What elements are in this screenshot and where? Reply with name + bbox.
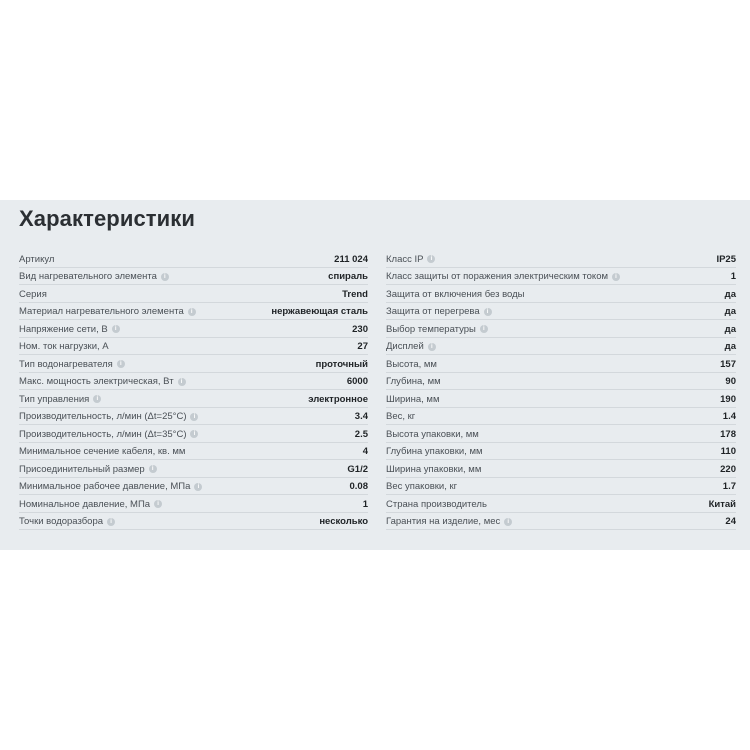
spec-value: электронное	[308, 393, 368, 405]
info-icon[interactable]: i	[117, 360, 125, 368]
spec-label-text: Класс IP	[386, 253, 424, 265]
spec-value: 110	[720, 446, 736, 457]
spec-value: Китай	[708, 498, 736, 510]
info-icon[interactable]: i	[194, 483, 202, 491]
spec-label-text: Защита от включения без воды	[386, 288, 525, 300]
spec-label-text: Высота, мм	[386, 358, 437, 370]
spec-row	[19, 355, 368, 373]
spec-label	[19, 429, 198, 440]
spec-label	[19, 376, 186, 387]
spec-label	[19, 516, 115, 527]
info-icon[interactable]: i	[107, 518, 115, 526]
spec-row	[19, 303, 368, 321]
info-icon[interactable]: i	[93, 395, 101, 403]
spec-label-text: Напряжение сети, В	[19, 323, 108, 335]
spec-label	[19, 446, 185, 457]
spec-value: 0.08	[349, 481, 368, 492]
spec-row	[386, 425, 736, 443]
spec-label	[19, 499, 162, 510]
spec-value: Trend	[342, 288, 368, 300]
spec-row	[386, 373, 736, 391]
spec-label-text: Вес упаковки, кг	[386, 481, 458, 492]
spec-row	[19, 425, 368, 443]
spec-label-text: Присоединительный размер	[19, 463, 145, 475]
spec-value: 1.4	[722, 411, 736, 422]
spec-label-text: Макс. мощность электрическая, Вт	[19, 376, 174, 387]
spec-row	[386, 250, 736, 268]
info-icon[interactable]: i	[484, 308, 492, 316]
spec-value: 1.7	[722, 481, 736, 492]
spec-row	[19, 513, 368, 531]
spec-label-text: Тип управления	[19, 393, 90, 405]
spec-label	[19, 481, 202, 492]
info-icon[interactable]: i	[427, 255, 435, 263]
spec-label-text: Точки водоразбора	[19, 516, 104, 527]
spec-label	[386, 341, 436, 352]
spec-row	[386, 495, 736, 513]
spec-label-text: Выбор температуры	[386, 323, 476, 335]
spec-label	[19, 254, 54, 265]
spec-value: 6000	[346, 376, 368, 387]
spec-label-text: Тип водонагревателя	[19, 358, 113, 370]
spec-label	[386, 324, 488, 335]
spec-label-text: Ширина, мм	[386, 393, 440, 405]
spec-label	[386, 289, 525, 300]
spec-column-right	[386, 250, 736, 530]
spec-label-text: Материал нагревательного элемента	[19, 306, 184, 317]
spec-label-text: Страна производитель	[386, 498, 487, 510]
spec-label-text: Класс защиты от поражения электрическим током	[386, 271, 609, 282]
spec-label-text: Минимальное сечение кабеля, кв. мм	[19, 446, 186, 457]
spec-value: да	[724, 306, 736, 317]
spec-value: несколько	[319, 516, 368, 527]
spec-value: да	[724, 288, 736, 300]
spec-row	[386, 268, 736, 286]
spec-label	[19, 464, 157, 475]
spec-label	[386, 429, 479, 440]
spec-label-text: Вид нагревательного элемента	[19, 271, 157, 282]
info-icon[interactable]: i	[178, 378, 186, 386]
spec-label-text: Номинальное давление, МПа	[19, 498, 151, 510]
spec-value: 220	[720, 463, 736, 475]
spec-row	[386, 338, 736, 356]
spec-value: 178	[720, 428, 736, 440]
spec-label	[19, 324, 120, 335]
info-icon[interactable]: i	[612, 273, 620, 281]
spec-label	[386, 516, 512, 527]
spec-label	[386, 481, 457, 492]
spec-row	[386, 408, 736, 426]
spec-label-text: Глубина, мм	[386, 376, 441, 387]
spec-value: 24	[725, 516, 736, 527]
spec-value: да	[724, 341, 736, 352]
spec-value: 211 024	[334, 253, 368, 265]
spec-row	[19, 478, 368, 496]
spec-label	[386, 376, 441, 387]
spec-label	[386, 464, 481, 475]
spec-label	[19, 289, 47, 300]
spec-label-text: Ширина упаковки, мм	[386, 463, 482, 475]
info-icon[interactable]: i	[149, 465, 157, 473]
spec-label-text: Серия	[19, 288, 47, 300]
spec-row	[19, 390, 368, 408]
spec-row	[19, 495, 368, 513]
info-icon[interactable]: i	[188, 308, 196, 316]
spec-row	[19, 408, 368, 426]
spec-label	[386, 411, 415, 422]
spec-label	[386, 359, 437, 370]
spec-label	[386, 271, 620, 282]
spec-value: 3.4	[354, 411, 368, 422]
spec-value: проточный	[315, 358, 368, 370]
spec-row	[19, 285, 368, 303]
page-title: Характеристики	[19, 206, 196, 231]
spec-label	[19, 306, 196, 317]
spec-value: G1/2	[347, 463, 368, 475]
spec-row	[386, 285, 736, 303]
spec-label-text: Артикул	[19, 253, 55, 265]
info-icon[interactable]: i	[190, 430, 198, 438]
spec-row	[19, 460, 368, 478]
spec-label	[19, 341, 109, 352]
spec-label-text: Вес, кг	[386, 411, 416, 422]
spec-value: IP25	[716, 253, 736, 265]
spec-row	[386, 390, 736, 408]
spec-value: 27	[357, 341, 368, 352]
spec-label	[19, 411, 198, 422]
spec-label-text: Гарантия на изделие, мес	[386, 516, 501, 527]
characteristics-panel	[0, 200, 750, 550]
spec-value: да	[724, 323, 736, 335]
spec-row	[19, 443, 368, 461]
spec-row	[19, 250, 368, 268]
spec-label	[386, 446, 483, 457]
info-icon[interactable]: i	[504, 518, 512, 526]
spec-value: 230	[352, 323, 368, 335]
spec-row	[386, 320, 736, 338]
spec-value: спираль	[328, 271, 368, 282]
spec-value: 4	[362, 446, 368, 457]
spec-label-text: Высота упаковки, мм	[386, 428, 479, 440]
spec-value: 90	[725, 376, 736, 387]
spec-label	[386, 499, 487, 510]
spec-value: 157	[720, 358, 736, 370]
spec-row	[19, 338, 368, 356]
spec-row	[386, 303, 736, 321]
info-icon[interactable]: i	[428, 343, 436, 351]
spec-label-text: Минимальное рабочее давление, МПа	[19, 481, 191, 492]
spec-row	[386, 513, 736, 531]
spec-value: 190	[720, 393, 736, 405]
spec-label	[386, 254, 435, 265]
spec-label	[386, 394, 439, 405]
spec-value: 1	[362, 498, 368, 510]
spec-label	[19, 394, 101, 405]
info-icon[interactable]: i	[480, 325, 488, 333]
spec-label-text: Ном. ток нагрузки, А	[19, 341, 109, 352]
spec-row	[386, 478, 736, 496]
spec-label-text: Дисплей	[386, 341, 424, 352]
info-icon[interactable]: i	[190, 413, 198, 421]
spec-value: 2.5	[354, 428, 368, 440]
spec-column-left	[19, 250, 368, 530]
info-icon[interactable]: i	[161, 273, 169, 281]
spec-row	[386, 460, 736, 478]
spec-label	[386, 306, 492, 317]
spec-row	[19, 320, 368, 338]
spec-label	[19, 359, 125, 370]
spec-label-text: Производительность, л/мин (Δt=25°C)	[19, 411, 187, 422]
spec-row	[19, 268, 368, 286]
spec-row	[386, 355, 736, 373]
spec-label	[19, 271, 169, 282]
info-icon[interactable]: i	[112, 325, 120, 333]
spec-label-text: Глубина упаковки, мм	[386, 446, 483, 457]
spec-row	[386, 443, 736, 461]
spec-label-text: Защита от перегрева	[386, 306, 480, 317]
info-icon[interactable]: i	[154, 500, 162, 508]
spec-label-text: Производительность, л/мин (Δt=35°C)	[19, 428, 187, 440]
spec-value: 1	[730, 271, 736, 282]
spec-row	[19, 373, 368, 391]
spec-value: нержавеющая сталь	[271, 306, 368, 317]
